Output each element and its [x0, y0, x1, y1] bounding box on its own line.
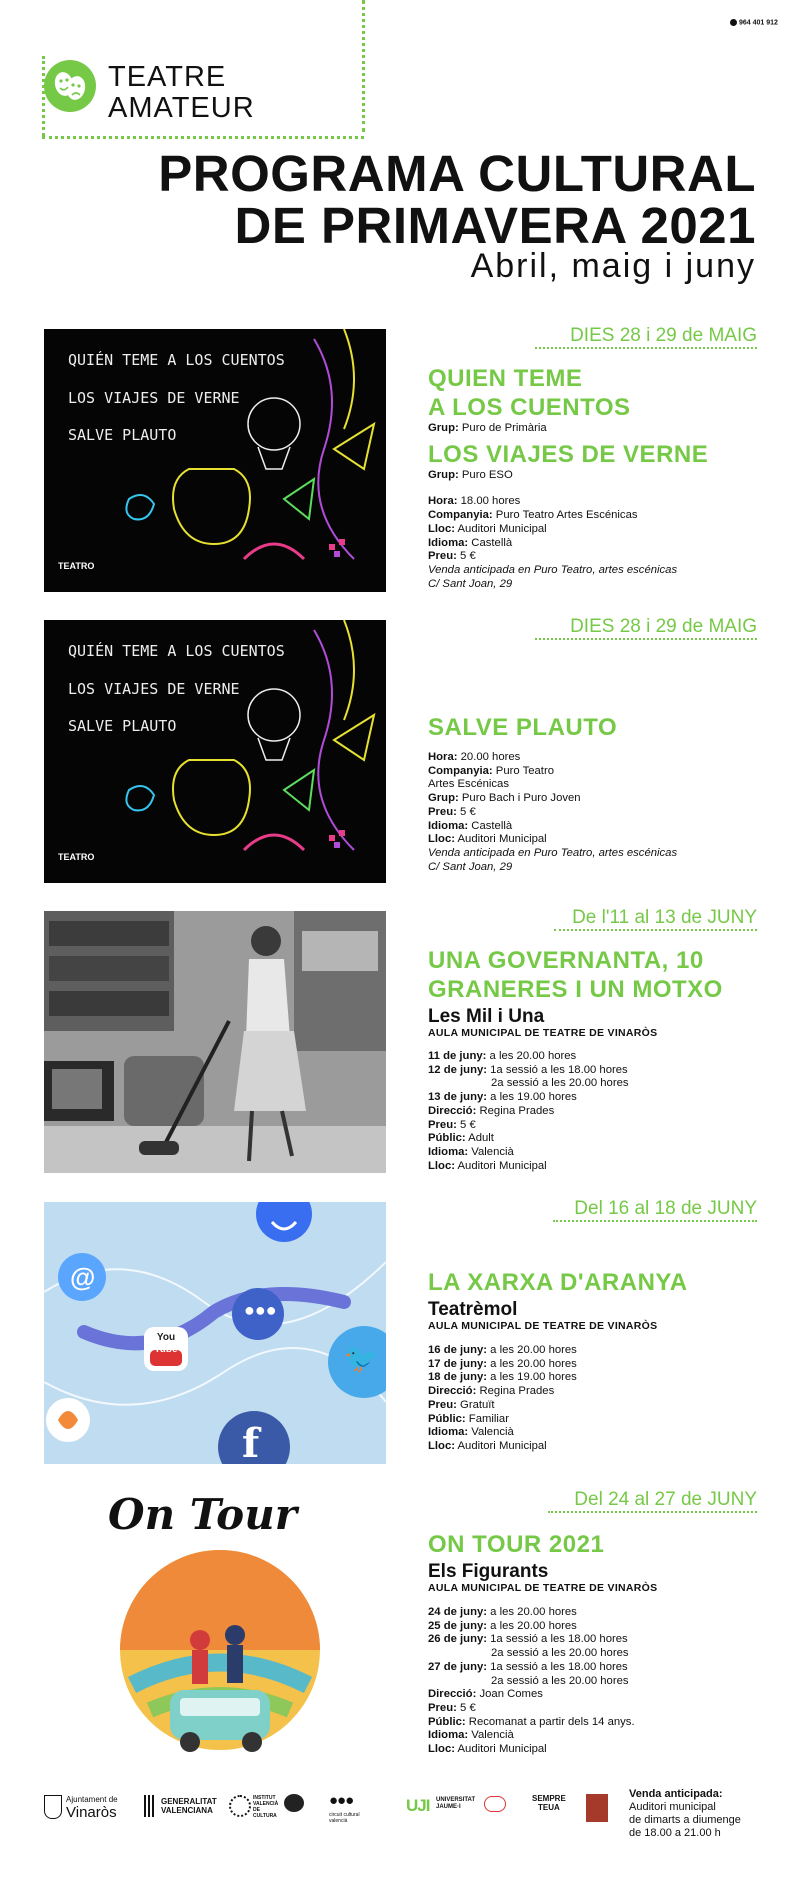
row-value: 18.00 hores	[457, 495, 521, 508]
row-label: Lloc:	[428, 1439, 455, 1452]
info-row	[428, 1105, 778, 1119]
date-underline	[548, 1511, 757, 1513]
info-row	[428, 1146, 778, 1160]
group-row	[428, 469, 768, 483]
chalk-line-1: QUIÉN TEME A LOS CUENTOS	[68, 351, 285, 369]
phone-icon	[730, 19, 737, 26]
ajuntament-line-2: Vinaròs	[66, 1804, 117, 1821]
row-value: 1a sessió a les 18.00 hores	[487, 1063, 628, 1076]
show-title-line: QUIEN TEME	[428, 365, 583, 392]
generalitat-line-1: GENERALITAT	[161, 1797, 217, 1806]
info-row	[428, 1077, 778, 1091]
info-row	[428, 1688, 778, 1702]
row-label: Preu:	[428, 1118, 457, 1131]
row-value: Puro Bach i Puro Joven	[458, 792, 581, 805]
sponsor-badge-icon	[284, 1794, 304, 1812]
show-title-2: LOS VIAJES DE VERNE	[428, 440, 709, 468]
page-subtitle: Abril, maig i juny	[470, 247, 756, 285]
info-row	[428, 1620, 778, 1634]
youtube-icon	[146, 1332, 186, 1356]
row-value: 1a sessió a les 18.00 hores	[487, 1660, 628, 1673]
row-label: Companyia:	[428, 509, 493, 522]
row-value: Regina Prades	[476, 1104, 555, 1117]
note-line: Venda anticipada en Puro Teatro, artes escénicas	[428, 846, 678, 859]
row-value: a les 20.00 hores	[487, 1344, 577, 1356]
show-title	[428, 946, 778, 1004]
myspace-icon: ●●●	[244, 1300, 277, 1320]
sempre-line-1: SEMPRE	[532, 1794, 566, 1803]
event-1-image	[44, 329, 386, 592]
row-value: 5 €	[456, 805, 476, 818]
row-label: 11 de juny:	[428, 1050, 487, 1062]
info-row	[428, 751, 768, 765]
row-label: Idioma:	[428, 1426, 469, 1439]
row-value: Familiar	[465, 1412, 509, 1425]
row-label: Preu:	[428, 1398, 457, 1411]
brand-name	[108, 62, 255, 124]
row-value: Auditori Municipal	[455, 833, 547, 846]
info-list	[428, 1606, 778, 1757]
info-row	[428, 1413, 778, 1427]
twitter-icon: 🐦	[344, 1343, 379, 1374]
info-row	[428, 1426, 778, 1440]
company-name: Les Mil i Una	[428, 1006, 545, 1027]
info-row	[428, 1729, 778, 1743]
event-1-date: DIES 28 i 29 de MAIG	[570, 325, 757, 346]
phone-badge	[730, 19, 778, 26]
group-row	[428, 422, 768, 436]
row-label: Públic:	[428, 1132, 466, 1145]
row-value: 2a sessió a les 20.00 hores	[491, 1077, 629, 1090]
row-label: 26 de juny:	[428, 1633, 488, 1646]
note-line: C/ Sant Joan, 29	[428, 577, 513, 590]
uji-line-1: UNIVERSITAT	[436, 1797, 476, 1803]
info-row	[428, 1132, 778, 1146]
row-label: 13 de juny:	[428, 1091, 488, 1104]
anniversary-badge-icon	[484, 1796, 506, 1812]
row-value: a les 19.00 hores	[487, 1091, 577, 1104]
chalk-line-3: SALVE PLAUTO	[68, 717, 177, 735]
info-row	[428, 1344, 778, 1358]
row-label: Lloc:	[428, 1743, 455, 1756]
row-label: Direcció:	[428, 1385, 477, 1398]
info-row	[428, 806, 768, 820]
chalk-line-3: SALVE PLAUTO	[68, 426, 177, 444]
row-value: Valencià	[468, 1145, 514, 1158]
info-row	[428, 1119, 778, 1133]
social-network-illustration	[44, 1202, 386, 1464]
row-label: 25 de juny:	[428, 1619, 488, 1632]
row-value: a les 20.00 hores	[487, 1619, 577, 1632]
row-value: a les 20.00 hores	[486, 1050, 577, 1062]
row-value: Auditori Municipal	[455, 1159, 547, 1172]
event-4-image	[44, 1202, 386, 1464]
row-value: Castellà	[468, 819, 513, 832]
row-label: Direcció:	[428, 1104, 477, 1117]
info-row	[428, 1440, 778, 1454]
generalitat-stripes-icon	[144, 1795, 156, 1817]
info-list	[428, 1050, 778, 1173]
row-value: Auditori Municipal	[455, 1743, 547, 1756]
row-value: Puro ESO	[458, 468, 513, 481]
info-row	[428, 1385, 778, 1399]
row-label: 27 de juny:	[428, 1660, 488, 1673]
chalk-line-2: LOS VIAJES DE VERNE	[68, 680, 240, 698]
event-5-image	[90, 1490, 350, 1760]
row-value: 2a sessió a les 20.00 hores	[491, 1674, 629, 1687]
note-line: C/ Sant Joan, 29	[428, 860, 513, 873]
info-row	[428, 495, 768, 509]
show-title	[428, 364, 768, 422]
aula-label: AULA MUNICIPAL DE TEATRE DE VINARÒS	[428, 1027, 658, 1039]
event-4-details	[428, 1268, 778, 1454]
frame-dotted-line	[362, 0, 365, 132]
sale-note	[428, 578, 768, 592]
row-value: 5 €	[456, 550, 476, 563]
theatre-masks-icon	[44, 60, 96, 112]
row-value: 20.00 hores	[457, 751, 521, 763]
ivc-line-3: DE CULTURA	[253, 1807, 277, 1819]
advance-sale-line-1: Auditori municipal	[629, 1801, 716, 1813]
event-5-details	[428, 1530, 778, 1757]
row-value: Auditori Municipal	[455, 522, 547, 535]
info-row	[428, 1647, 778, 1661]
at-sign-icon: @	[70, 1262, 96, 1292]
row-value: Puro Teatro Artes Escénicas	[492, 509, 638, 522]
page-title	[56, 145, 756, 254]
info-row	[428, 550, 768, 564]
row-label: Grup:	[428, 422, 459, 434]
info-row	[428, 820, 768, 834]
row-label: Idioma:	[428, 536, 469, 549]
info-row	[428, 1091, 778, 1105]
row-value: Adult	[465, 1132, 494, 1145]
row-value: Valencià	[468, 1729, 514, 1742]
info-row	[428, 1675, 778, 1689]
company-name: Teatrèmol	[428, 1299, 518, 1320]
row-value: Artes Escénicas	[428, 778, 509, 791]
show-title-line: GRANERES I UN MOTXO	[428, 976, 723, 1003]
info-row	[428, 1606, 778, 1620]
circuit-dots-icon: ●●●	[329, 1792, 354, 1809]
on-tour-title: On Tour	[108, 1490, 297, 1539]
theatre-logo	[44, 60, 96, 117]
info-row	[428, 1702, 778, 1716]
info-row	[428, 1743, 778, 1757]
row-label: Hora:	[428, 751, 458, 763]
info-row	[428, 1399, 778, 1413]
date-underline	[535, 347, 757, 349]
row-label: Companyia:	[428, 764, 493, 777]
info-row	[428, 1064, 778, 1078]
row-label: Idioma:	[428, 1729, 469, 1742]
row-label: Preu:	[428, 550, 457, 563]
chalk-line-2: LOS VIAJES DE VERNE	[68, 389, 240, 407]
advance-sale-info	[629, 1788, 741, 1840]
row-label: Lloc:	[428, 1159, 455, 1172]
event-5-date: Del 24 al 27 de JUNY	[574, 1489, 757, 1510]
row-value: 5 €	[456, 1701, 476, 1714]
uji-mark-icon: UJI	[406, 1796, 430, 1815]
date-underline	[553, 1220, 757, 1222]
vintage-housewife-photo	[44, 911, 386, 1173]
event-1-details	[428, 364, 768, 591]
ajuntament-line-1: Ajuntament de	[66, 1795, 118, 1804]
sale-note	[428, 564, 768, 578]
row-label: Hora:	[428, 495, 458, 508]
ivc-circle-icon	[229, 1795, 251, 1817]
event-4-date: Del 16 al 18 de JUNY	[574, 1198, 757, 1219]
row-value: Joan Comes	[476, 1688, 543, 1701]
row-label: Lloc:	[428, 522, 455, 535]
row-value: a les 20.00 hores	[487, 1357, 577, 1370]
event-2-date: DIES 28 i 29 de MAIG	[570, 616, 757, 637]
puro-teatro-logo: TEATRO	[58, 852, 95, 862]
sale-note	[428, 847, 768, 861]
info-row	[428, 509, 768, 523]
title-line-2: DE PRIMAVERA 2021	[234, 197, 756, 254]
event-2-details	[428, 713, 768, 874]
show-title: ON TOUR 2021	[428, 1531, 605, 1558]
row-value: Auditori Municipal	[455, 1439, 547, 1452]
date-underline	[535, 638, 757, 640]
row-value: Recomanat a partir dels 14 anys.	[465, 1715, 635, 1728]
frame-dotted-line	[42, 136, 364, 139]
info-row	[428, 1160, 778, 1174]
circuit-line-2: valencià	[329, 1818, 348, 1824]
row-value: 5 €	[456, 1118, 476, 1131]
event-2-image	[44, 620, 386, 883]
show-title-line: UNA GOVERNANTA, 10	[428, 947, 704, 974]
info-list	[428, 751, 768, 874]
show-title-line: A LOS CUENTOS	[428, 394, 631, 421]
advance-sale-line-2: de dimarts a diumenge	[629, 1814, 741, 1826]
sempre-teua-logo	[532, 1794, 566, 1812]
row-value: Regina Prades	[476, 1385, 555, 1398]
row-label: Preu:	[428, 1701, 457, 1714]
title-line-1: PROGRAMA CULTURAL	[158, 145, 756, 202]
company-name: Els Figurants	[428, 1561, 549, 1582]
circuit-line-1: circuit cultural	[329, 1812, 360, 1818]
advance-sale-line-3: de 18.00 a 21.00 h	[629, 1827, 721, 1839]
row-label: 12 de juny:	[428, 1063, 488, 1076]
row-value: 1a sessió a les 18.00 hores	[487, 1633, 628, 1646]
generalitat-line-2: VALENCIANA	[161, 1806, 213, 1815]
event-3-date: De l'11 al 13 de JUNY	[572, 907, 757, 928]
info-row	[428, 1371, 778, 1385]
row-value: 2a sessió a les 20.00 hores	[491, 1647, 629, 1660]
row-label: Direcció:	[428, 1688, 477, 1701]
info-row	[428, 1050, 778, 1064]
info-row	[428, 1661, 778, 1675]
info-row	[428, 833, 768, 847]
puro-teatro-logo: TEATRO	[58, 561, 95, 571]
aula-label: AULA MUNICIPAL DE TEATRE DE VINARÒS	[428, 1320, 658, 1332]
row-value: a les 20.00 hores	[487, 1606, 577, 1618]
row-label: 18 de juny:	[428, 1371, 488, 1384]
event-3-details	[428, 946, 778, 1173]
sale-note	[428, 861, 768, 875]
coat-of-arms-icon	[44, 1795, 62, 1819]
phone-number: 964 401 912	[738, 19, 778, 27]
row-label: Grup:	[428, 468, 459, 481]
brand-line-1: TEATRE	[108, 61, 227, 93]
row-value: Puro Teatro	[492, 764, 554, 777]
info-row	[428, 778, 768, 792]
row-label: Lloc:	[428, 833, 455, 846]
row-label: Preu:	[428, 805, 457, 818]
info-row	[428, 792, 768, 806]
aula-label: AULA MUNICIPAL DE TEATRE DE VINARÒS	[428, 1582, 658, 1594]
row-label: Públic:	[428, 1412, 466, 1425]
row-label: Grup:	[428, 792, 459, 805]
chalk-line-1: QUIÉN TEME A LOS CUENTOS	[68, 642, 285, 660]
info-row	[428, 537, 768, 551]
show-title: SALVE PLAUTO	[428, 714, 618, 741]
brand-line-2: AMATEUR	[108, 92, 255, 124]
advance-sale-title: Venda anticipada:	[629, 1788, 723, 1800]
info-row	[428, 523, 768, 537]
row-value: Puro de Primària	[458, 422, 547, 434]
row-value: Gratuït	[456, 1398, 495, 1411]
row-value: a les 19.00 hores	[487, 1371, 577, 1384]
note-line: Venda anticipada en Puro Teatro, artes escénicas	[428, 563, 678, 576]
row-label: 24 de juny:	[428, 1606, 488, 1618]
info-list	[428, 1344, 778, 1454]
row-label: 17 de juny:	[428, 1357, 488, 1370]
event-3-image	[44, 911, 386, 1173]
youtube-word-1: You	[156, 1332, 176, 1343]
row-label: Idioma:	[428, 819, 469, 832]
ivc-line-1: INSTITUT	[253, 1795, 276, 1801]
info-list	[428, 495, 768, 591]
row-label: Idioma:	[428, 1145, 469, 1158]
date-underline	[554, 929, 757, 931]
youtube-word-2: Tube	[154, 1344, 178, 1355]
show-title: LA XARXA D'ARANYA	[428, 1269, 688, 1296]
row-label: Públic:	[428, 1715, 466, 1728]
row-value: Valencià	[468, 1426, 514, 1439]
row-label: 16 de juny:	[428, 1344, 488, 1356]
ivc-line-2: VALENCIÀ	[253, 1801, 279, 1807]
auditorium-logo-icon	[586, 1794, 608, 1822]
sempre-line-2: TEUA	[538, 1803, 560, 1812]
uji-line-2: JAUME·I	[436, 1804, 461, 1810]
info-row	[428, 1358, 778, 1372]
row-value: Castellà	[468, 536, 513, 549]
info-row	[428, 765, 768, 779]
facebook-icon: f	[242, 1420, 260, 1464]
info-row	[428, 1716, 778, 1730]
info-row	[428, 1633, 778, 1647]
